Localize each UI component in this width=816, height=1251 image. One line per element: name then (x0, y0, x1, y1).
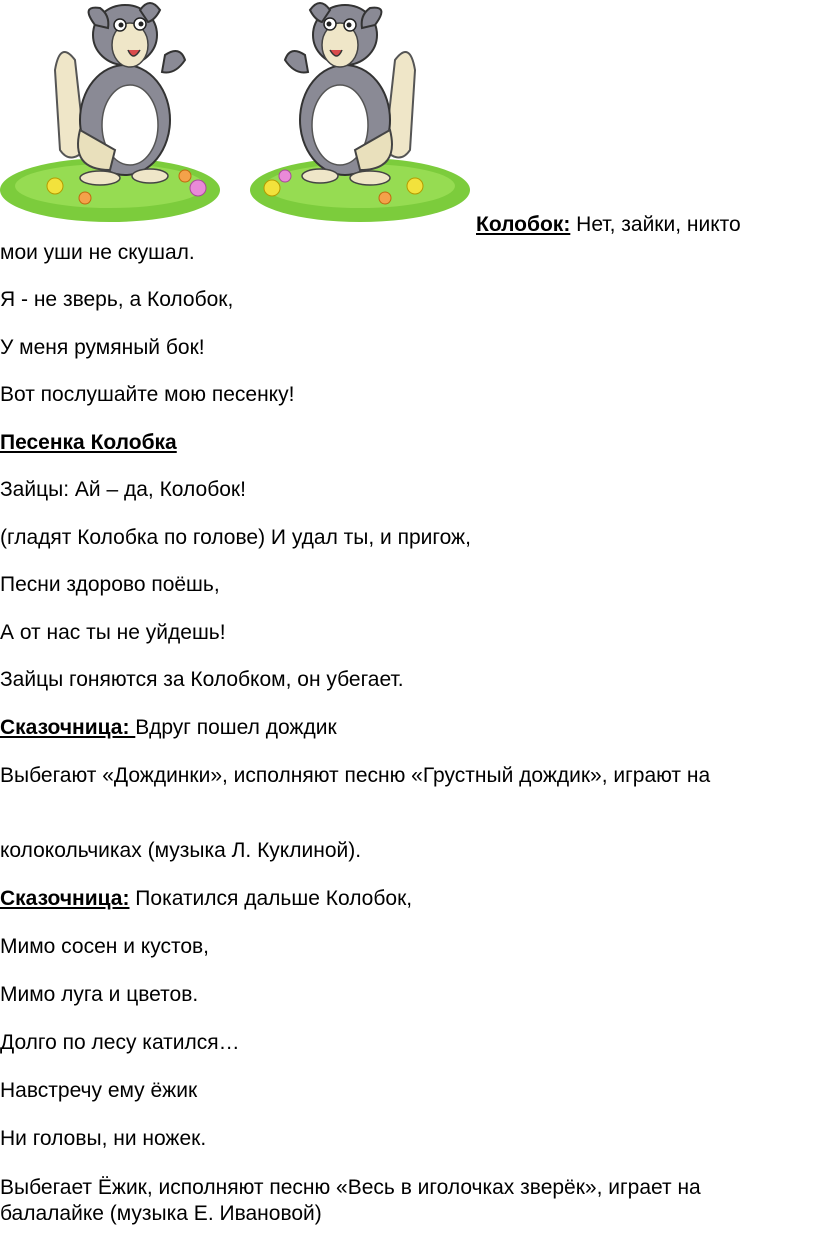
line-18: Долго по лесу катился… (0, 1031, 240, 1054)
bunny-left-icon (0, 3, 220, 222)
line-14: колокольчиках (музыка Л. Куклиной). (0, 839, 362, 862)
line-2: мои уши не скушал. (0, 241, 195, 264)
bunny-right-icon (250, 3, 470, 222)
line-15-text: Покатился дальше Колобок, (129, 887, 413, 910)
bunnies-illustration (0, 0, 480, 232)
line-10: А от нас ты не уйдешь! (0, 621, 226, 644)
line-1 (476, 212, 741, 238)
line-12 (0, 715, 337, 741)
line-5: Вот послушайте мою песенку! (0, 383, 295, 406)
speaker-kolobok: Колобок: (476, 213, 571, 236)
line-4: У меня румяный бок! (0, 336, 205, 359)
line-19: Навстречу ему ёжик (0, 1079, 198, 1102)
line-16: Мимо сосен и кустов, (0, 935, 210, 958)
line-8: (гладят Колобка по голове) И удал ты, и пригож, (0, 526, 471, 549)
line-3: Я - не зверь, а Колобок, (0, 288, 234, 311)
song-title: Песенка Колобка (0, 431, 177, 454)
line-7: Зайцы: Ай – да, Колобок! (0, 478, 246, 501)
line-9: Песни здорово поёшь, (0, 573, 220, 596)
line-20: Ни головы, ни ножек. (0, 1127, 207, 1150)
line-11: Зайцы гоняются за Колобком, он убегает. (0, 668, 404, 691)
speaker-skazochnitsa-1: Сказочница: (0, 716, 136, 739)
line-17: Мимо луга и цветов. (0, 983, 199, 1006)
line-1-text: Нет, зайки, никто (570, 213, 741, 236)
line-13: Выбегают «Дождинки», исполняют песню «Грустный дождик», играют на (0, 764, 711, 787)
line-21: Выбегает Ёжик, исполняют песню «Весь в иголочках зверёк», играет на балалайке (музыка Е. Ивановой) (0, 1176, 701, 1225)
line-15 (0, 886, 412, 912)
line-12-text: Вдруг пошел дождик (135, 716, 337, 739)
speaker-skazochnitsa-2: Сказочница: (0, 887, 130, 910)
